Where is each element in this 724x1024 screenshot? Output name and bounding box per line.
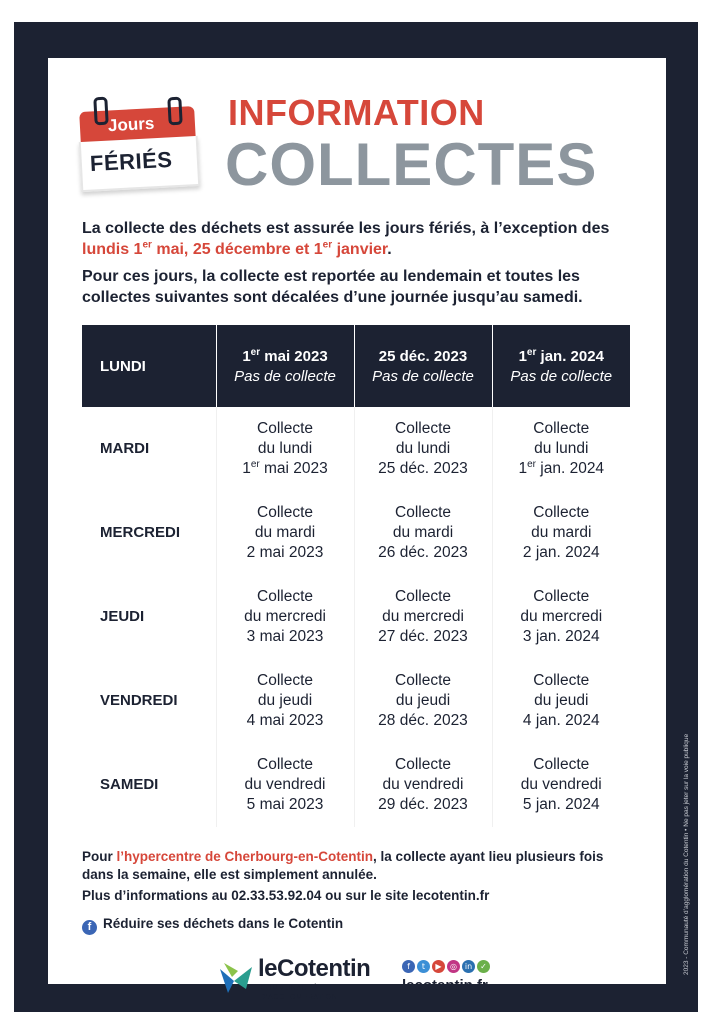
row-day: MERCREDI (82, 491, 216, 575)
row-day: VENDREDI (82, 659, 216, 743)
cell-date-text: 1 (242, 460, 251, 477)
cell-date (355, 627, 492, 647)
holiday-date-text: lundis 1 (82, 241, 143, 258)
header-date: jan. 2024 (536, 347, 604, 365)
schedule-cell (492, 407, 630, 491)
cell-date-text: 5 jan. 2024 (522, 796, 600, 813)
cell-date-text: 4 mai 2023 (246, 712, 324, 729)
table-row (82, 743, 630, 827)
cell-line: Collecte (533, 420, 590, 437)
cell-date (493, 627, 631, 647)
footer-contact: Plus d’informations au 02.33.53.92.04 ou sur le site lecotentin.fr (82, 888, 490, 903)
cell-line: du jeudi (257, 692, 313, 709)
cell-line: du lundi (257, 440, 313, 457)
cell-line: Collecte (257, 504, 313, 521)
cell-line: Collecte (395, 756, 451, 773)
footer-social-text: Réduire ses déchets dans le Cotentin (103, 916, 344, 931)
cell-line: du mardi (392, 524, 454, 541)
cell-line: Collecte (533, 672, 590, 689)
header-col-2 (354, 325, 492, 407)
schedule-cell (354, 743, 492, 827)
intro-paragraph-2: Pour ces jours, la collecte est reportée au lendemain et toutes les collectes suivantes sont décalées d’une journée jusqu’au samedi. (82, 268, 583, 306)
cell-line: Collecte (395, 420, 451, 437)
youtube-icon[interactable]: ▶ (432, 960, 445, 973)
schedule-cell (354, 491, 492, 575)
cell-date-text: 28 déc. 2023 (378, 712, 468, 729)
badge-bottom-text: FÉRIÉS (89, 146, 174, 177)
cell-line: du mercredi (244, 608, 326, 625)
header-date: 1 (242, 347, 251, 365)
table-row (82, 575, 630, 659)
schedule-cell (492, 575, 630, 659)
header-day: LUNDI (82, 325, 216, 407)
cell-date (217, 627, 354, 647)
table-header-row (82, 325, 630, 407)
calendar-ring-icon (93, 97, 108, 126)
instagram-icon[interactable]: ◎ (447, 960, 460, 973)
schedule-cell (492, 491, 630, 575)
cell-line: Collecte (257, 672, 313, 689)
schedule-cell (216, 575, 354, 659)
table-row (82, 407, 630, 491)
vertical-legal-note: 2023 - Communauté d’agglomération du Cotentin • Ne pas jeter sur la voie publique (683, 733, 690, 975)
cell-date-text: mai 2023 (259, 460, 328, 477)
schedule-cell (492, 743, 630, 827)
cell-line: du mardi (254, 524, 316, 541)
social-icons (402, 960, 490, 973)
schedule-cell (354, 407, 492, 491)
logo-name: leCotentin (258, 955, 371, 982)
calendar-badge (80, 95, 195, 190)
header-note: Pas de collecte (510, 367, 613, 385)
header-date: mai 2023 (260, 347, 328, 365)
cell-date-text: 26 déc. 2023 (378, 544, 468, 561)
cell-line: du vendredi (382, 776, 464, 793)
cell-line: du mercredi (382, 608, 464, 625)
badge-top-text: Jours (107, 113, 155, 136)
superscript: er (527, 458, 536, 470)
intro-text: . (387, 241, 392, 258)
header-note: Pas de collecte (234, 367, 336, 385)
table-row (82, 491, 630, 575)
cell-line: du vendredi (520, 776, 602, 793)
footer-highlight: l’hypercentre de Cherbourg-en-Cotentin (116, 849, 374, 864)
title-line-1: INFORMATION (228, 92, 485, 133)
cell-date (355, 711, 492, 731)
cell-line: du jeudi (395, 692, 451, 709)
intro-text: La collecte des déchets est assurée les jours fériés, à l’exception des (82, 220, 610, 237)
schedule-cell (216, 491, 354, 575)
row-day: SAMEDI (82, 743, 216, 827)
facebook-icon: f (82, 920, 97, 935)
cell-date (355, 543, 492, 563)
schedule-cell (354, 659, 492, 743)
schedule-cell (492, 659, 630, 743)
holiday-date-text: mai, 25 décembre et 1 (151, 241, 323, 258)
cell-line: Collecte (257, 588, 313, 605)
cell-line: Collecte (395, 504, 451, 521)
footer-text: , la collecte ayant lieu plusieurs fois dans la semaine, elle est simplement annulée. (82, 849, 604, 882)
cell-date (217, 711, 354, 731)
header-date: 25 déc. 2023 (378, 347, 468, 365)
cell-line: du jeudi (534, 692, 589, 709)
superscript: er (250, 346, 261, 358)
cell-line: Collecte (533, 588, 590, 605)
cell-line: du mardi (531, 524, 592, 541)
website-link[interactable]: lecotentin.fr (402, 977, 488, 994)
cell-line: du lundi (534, 440, 589, 457)
lecotentin-logo (218, 955, 388, 1000)
twitter-icon[interactable]: t (417, 960, 430, 973)
cell-line: Collecte (395, 588, 451, 605)
intro-paragraph-1 (82, 218, 642, 260)
header-col-1 (216, 325, 354, 407)
cell-line: du mercredi (520, 608, 603, 625)
cell-date-text: 2 jan. 2024 (522, 544, 600, 561)
cell-date (217, 795, 354, 815)
table-row (82, 659, 630, 743)
cell-date-text: 27 déc. 2023 (378, 628, 468, 645)
superscript: er (250, 458, 260, 470)
footer-social[interactable] (82, 915, 622, 935)
cell-date-text: 25 déc. 2023 (378, 460, 468, 477)
cell-line: Collecte (395, 672, 451, 689)
linkedin-icon[interactable]: in (462, 960, 475, 973)
calendar-ring-icon (167, 97, 182, 126)
superscript: er (142, 239, 152, 251)
cell-line: Collecte (533, 756, 590, 773)
holiday-date-text: janvier (332, 241, 388, 258)
cell-date (217, 459, 354, 479)
header-date: 1 (518, 347, 527, 365)
holiday-dates (82, 241, 387, 258)
cell-line: du lundi (395, 440, 451, 457)
title-line-2: COLLECTES (225, 131, 598, 198)
cell-date (493, 711, 631, 731)
cell-date-text: 3 jan. 2024 (522, 628, 600, 645)
cell-line: du vendredi (244, 776, 326, 793)
header-note: Pas de collecte (372, 367, 474, 385)
logo-mark-icon (218, 959, 254, 995)
cell-line: Collecte (257, 756, 313, 773)
cell-line: Collecte (533, 504, 590, 521)
cell-date (355, 459, 492, 479)
cell-date-text: jan. 2024 (535, 460, 605, 477)
row-day: JEUDI (82, 575, 216, 659)
schedule-cell (216, 743, 354, 827)
cell-date-text: 2 mai 2023 (246, 544, 324, 561)
cell-date-text: 3 mai 2023 (246, 628, 324, 645)
footer-text: Pour (82, 849, 117, 864)
cell-date (493, 459, 631, 479)
superscript: er (526, 346, 537, 358)
facebook-icon[interactable]: f (402, 960, 415, 973)
cell-date (355, 795, 492, 815)
footer-paragraph-1 (82, 848, 622, 884)
cell-line: Collecte (257, 420, 313, 437)
schedule-cell (354, 575, 492, 659)
logo-subtitle: COMMUNAUTÉ D’AGGLOMÉRATION (260, 983, 338, 1001)
cell-date (493, 543, 631, 563)
header-col-3 (492, 325, 630, 407)
row-day: MARDI (82, 407, 216, 491)
cell-date (217, 543, 354, 563)
schedule-cell (216, 659, 354, 743)
superscript: er (322, 239, 333, 251)
cell-date (493, 795, 631, 815)
schedule-table (82, 325, 630, 827)
app-icon[interactable]: ✓ (477, 960, 490, 973)
cell-date-text: 4 jan. 2024 (522, 712, 600, 729)
cell-date-text: 29 déc. 2023 (378, 796, 468, 813)
cell-date-text: 5 mai 2023 (246, 796, 324, 813)
schedule-cell (216, 407, 354, 491)
cell-date-text: 1 (518, 460, 528, 477)
